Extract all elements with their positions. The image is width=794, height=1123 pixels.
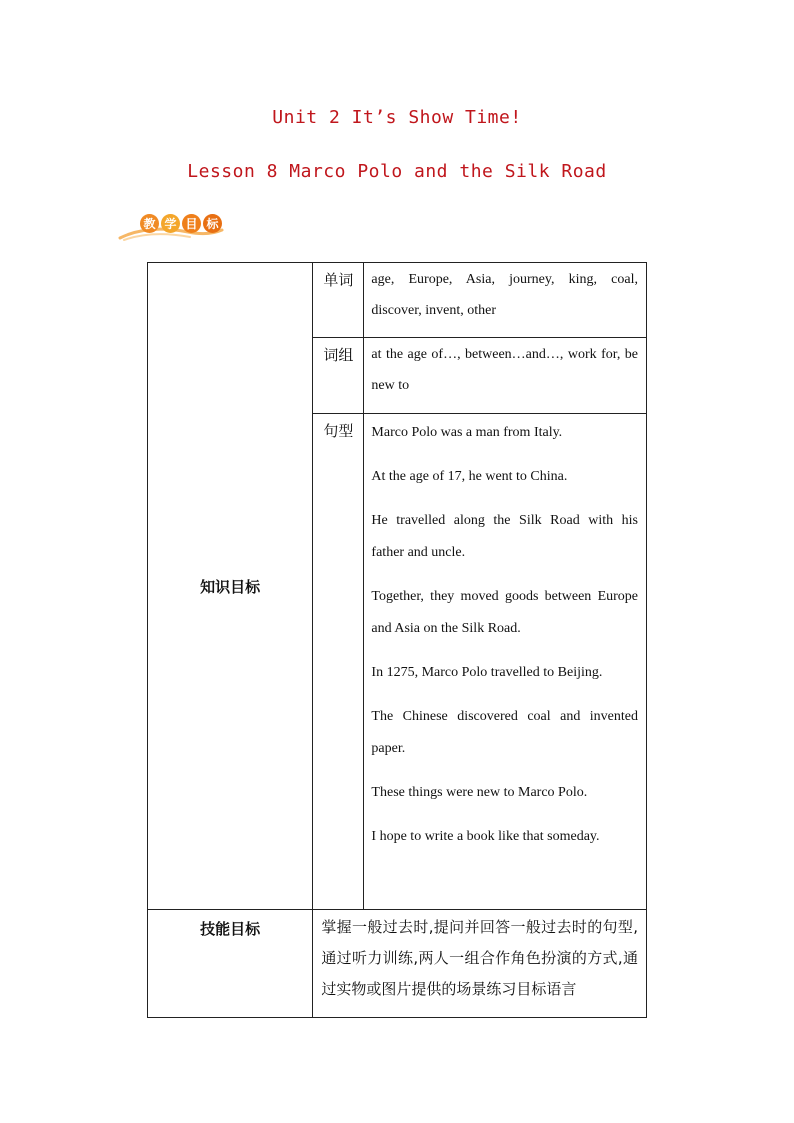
badge-char: 标 [203,214,222,233]
badge-char: 学 [161,214,180,233]
sentence-list [364,414,647,910]
vocab-text: age, Europe, Asia, journey, king, coal, discover, invent, other [364,263,647,338]
vocab-label: 单词 [313,263,364,338]
sentence-item: At the age of 17, he went to China. [371,469,568,484]
sentence-item: The Chinese discovered coal and invented paper. [371,709,638,756]
goals-table [147,262,647,1018]
sentence-item: Marco Polo was a man from Italy. [371,425,563,440]
unit-title: Unit 2 It’s Show Time! [272,107,522,128]
sentence-item: I hope to write a book like that someday. [371,829,600,844]
table-row [148,910,647,1018]
sentence-item: Together, they moved goods between Europe and Asia on the Silk Road. [371,589,638,636]
teaching-goals-badge [118,210,228,244]
skill-goals-text: 掌握一般过去时,提问并回答一般过去时的句型,通过听力训练,两人一组合作角色扮演的方式,通过实物或图片提供的场景练习目标语言 [313,910,647,1018]
phrase-text: at the age of…, between…and…, work for, be new to [364,338,647,414]
badge-char: 目 [182,214,201,233]
table-row [148,263,647,338]
sentence-item: These things were new to Marco Polo. [371,785,588,800]
sentence-item: In 1275, Marco Polo travelled to Beijing. [371,665,603,680]
lesson-title: Lesson 8 Marco Polo and the Silk Road [187,161,607,182]
knowledge-goals-label: 知识目标 [148,263,313,910]
sentence-item: He travelled along the Silk Road with his father and uncle. [371,513,638,560]
badge-char: 教 [140,214,159,233]
phrase-label: 词组 [313,338,364,414]
sentence-label: 句型 [313,414,364,910]
skill-goals-label: 技能目标 [148,910,313,1018]
